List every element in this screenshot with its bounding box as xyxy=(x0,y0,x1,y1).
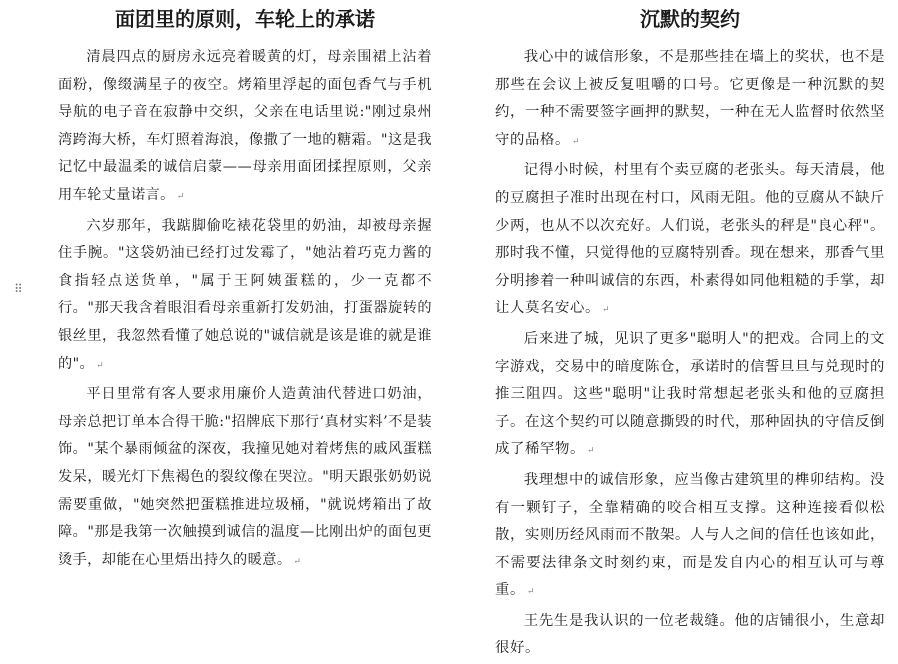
paragraph-mark-icon: ↵ xyxy=(293,556,302,567)
paragraph-mark-icon: ↵ xyxy=(176,191,185,202)
right-paragraph: 王先生是我认识的一位老裁缝。他的店铺很小，生意却很好。 xyxy=(495,612,885,657)
left-paragraph: 平日里常有客人要求用廉价人造黄油代替进口奶油，母亲总把订单本合得干脆:"招牌底下那行‘真材实料’不是装饰。"某个暴雨倾盆的深夜，我撞见她对着烤焦的戚风蛋糕发呆，暖光灯下焦褐色的裂纹像在哭泣。"明天跟张奶奶说需要重做，"她突然把蛋糕推进垃圾桶，"就说烤箱出了故障。"那是我第一次触摸到诚信的温度—比刚出炉的面包更烫手，却能在心里焐出持久的暖意。 ↵ xyxy=(58,386,432,568)
right-paragraph: 我理想中的诚信形象，应当像古建筑里的榫卯结构。没有一颗钉子，全靠精确的咬合相互支撑。这种连接看似松散，实则历经风雨而不散架。人与人之间的信任也该如此，不需要法律条文时刻约束，而是发自内心的相互认可与尊重。 ↵ xyxy=(495,471,885,599)
left-essay-title: 面团里的原则，车轮上的承诺 xyxy=(115,7,375,31)
paragraph-mark-icon: ↵ xyxy=(601,305,611,316)
left-paragraph: 六岁那年，我踮脚偷吃裱花袋里的奶油，却被母亲握住手腕。"这袋奶油已经打过发霉了，"她沾着巧克力酱的食指轻点送货单，"属于王阿姨蛋糕的，少一克都不行。"那天我含着眼泪看母亲重新打发奶油，打蛋器旋转的银丝里，我忽然看懂了她总说的"诚信就是该是谁的就是谁的"。 ↵ xyxy=(58,217,432,372)
right-essay-title: 沉默的契约 xyxy=(640,7,740,31)
right-column xyxy=(495,0,885,664)
left-paragraph: 清晨四点的厨房永远亮着暖黄的灯，母亲围裙上沾着面粉，像缀满星子的夜空。烤箱里浮起的面包香气与手机导航的电子音在寂静中交织，父亲在电话里说:"刚过泉州湾跨海大桥，车灯照着海浪，像撒了一地的糖霜。"这是我记忆中最温柔的诚信启蒙——母亲用面团揉捏原则，父亲用车轮丈量诺言。 ↵ xyxy=(58,49,432,203)
paragraph-mark-icon: ↵ xyxy=(526,587,536,598)
drag-handle-icon[interactable]: ⠿ xyxy=(14,282,23,296)
paragraph-mark-icon: ↵ xyxy=(586,446,596,457)
paragraph-mark-icon: ↵ xyxy=(96,360,105,371)
right-paragraph: 我心中的诚信形象，不是那些挂在墙上的奖状，也不是那些在会议上被反复咀嚼的口号。它更像是一种沉默的契约，一种不需要签字画押的默契，一种在无人监督时依然坚守的品格。 ↵ xyxy=(495,49,885,148)
right-paragraph: 后来进了城，见识了更多"聪明人"的把戏。合同上的文字游戏，交易中的暗度陈仓，承诺时的信誓旦旦与兑现时的推三阻四。这些"聪明"让我时常想起老张头和他的豆腐担子。在这个契约可以随意撕毁的时代，那种固执的守信反倒成了稀罕物。 ↵ xyxy=(495,330,885,458)
paragraph-mark-icon: ↵ xyxy=(571,136,581,147)
left-column xyxy=(58,0,432,577)
right-paragraph: 记得小时候，村里有个卖豆腐的老张头。每天清晨，他的豆腐担子准时出现在村口，风雨无阻。他的豆腐从不缺斤少两，也从不以次充好。人们说，老张头的秤是"良心秤"。那时我不懂，只觉得他的豆腐特别香。现在想来，那香气里分明掺着一种叫诚信的东西，朴素得如同他粗糙的手掌，却让人莫名安心。 ↵ xyxy=(495,162,885,317)
